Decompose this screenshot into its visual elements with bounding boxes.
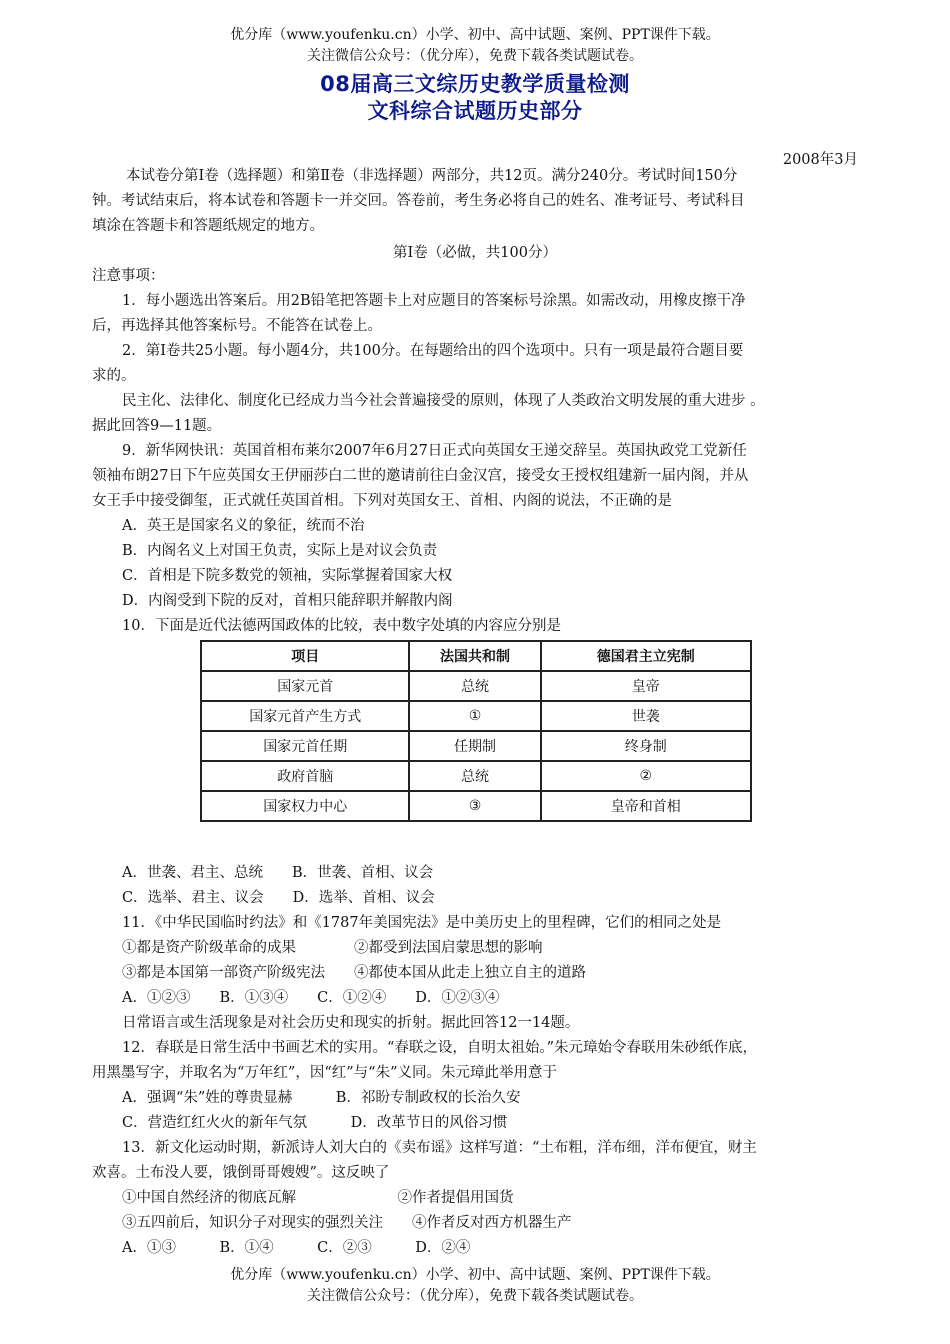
intro-line-2: 钟。考试结束后，将本试卷和答题卡一并交回。答卷前，考生务必将自己的姓名、准考证号、考试科目	[92, 193, 745, 209]
table-cell: 国家元首产生方式	[201, 701, 409, 731]
notice-line-3: 2．第Ⅰ卷共25小题。每小题4分，共100分。在每题给出的四个选项中。只有一项是最符合题目要	[122, 343, 744, 359]
exam-date: 2008年3月	[782, 152, 858, 168]
footer-line-2: 关注微信公众号：（优分库），免费下载各类试题试卷。	[307, 1288, 643, 1304]
q13-stem-2: 欢喜。土布没人要，饿倒哥哥嫂嫂”。这反映了	[92, 1165, 390, 1181]
table-cell: 皇帝	[541, 671, 751, 701]
header-line-1: 优分库（www.youfenku.cn）小学、初中、高中试题、案例、PPT课件下载。	[230, 27, 720, 43]
title-line-2: 文科综合试题历史部分	[367, 99, 583, 123]
table-cell: 国家元首	[201, 671, 409, 701]
table-cell: ②	[541, 761, 751, 791]
q9-option-b: B．内阁名义上对国王负责，实际上是对议会负责	[122, 543, 438, 559]
table-cell: 总统	[409, 761, 540, 791]
footer-line-1: 优分库（www.youfenku.cn）小学、初中、高中试题、案例、PPT课件下载。	[230, 1267, 720, 1283]
q12-options-2: C．营造红红火火的新年气氛 D．改革节日的风俗习惯	[122, 1115, 508, 1131]
table-cell: 国家元首任期	[201, 731, 409, 761]
table-row	[201, 671, 751, 701]
q9-option-d: D．内阁受到下院的反对，首相只能辞职并解散内阁	[122, 593, 453, 609]
q10-stem: 10．下面是近代法德两国政体的比较，表中数字处填的内容应分别是	[122, 618, 561, 634]
table-row	[201, 791, 751, 821]
table-cell: 皇帝和首相	[541, 791, 751, 821]
q9-option-a: A．英王是国家名义的象征，统而不治	[122, 518, 365, 534]
q12-stem-1: 12．春联是日常生活中书画艺术的实用。“春联之设，自明太祖始。”朱元璋始令春联用朱砂纸作底，	[122, 1040, 758, 1056]
comparison-table	[200, 640, 752, 822]
table-cell: ③	[409, 791, 540, 821]
header-line-2: 关注微信公众号：（优分库），免费下载各类试题试卷。	[307, 48, 643, 64]
section-title: 第Ⅰ卷（必做，共100分）	[393, 245, 557, 261]
lead1-line-2: 据此回答9—11题。	[92, 418, 222, 434]
q10-options-2: C．选举、君主、议会 D．选举、首相、议会	[122, 890, 435, 906]
table-header-cell: 德国君主立宪制	[541, 641, 751, 671]
q12-stem-2: 用黑墨写字，并取名为“万年红”，因“红”与“朱”义同。朱元璋此举用意于	[92, 1065, 557, 1081]
title-line-1: 08届高三文综历史教学质量检测	[320, 72, 630, 96]
table-cell: ①	[409, 701, 540, 731]
q9-stem-3: 女王手中接受御玺，正式就任英国首相。下列对英国女王、首相、内阁的说法，不正确的是	[92, 493, 672, 509]
q13-stem-1: 13．新文化运动时期，新派诗人刘大白的《卖布谣》这样写道：“土布粗，洋布细，洋布便宜，财主	[122, 1140, 757, 1156]
table-header-cell: 法国共和制	[409, 641, 540, 671]
table-cell: 政府首脑	[201, 761, 409, 791]
q11-items-2: ③都是本国第一部资产阶级宪法 ④都使本国从此走上独立自主的道路	[122, 965, 586, 981]
q9-stem-1: 9．新华网快讯：英国首相布莱尔2007年6月27日正式向英国女王递交辞呈。英国执政党工党新任	[122, 443, 747, 459]
table-row	[201, 701, 751, 731]
q11-items-1: ①都是资产阶级革命的成果 ②都受到法国启蒙思想的影响	[122, 940, 543, 956]
q13-options: A．①③ B．①④ C．②③ D．②④	[122, 1240, 471, 1256]
table-cell: 总统	[409, 671, 540, 701]
table-cell: 世袭	[541, 701, 751, 731]
q13-items-1: ①中国自然经济的彻底瓦解 ②作者提倡用国货	[122, 1190, 514, 1206]
q11-options: A．①②③ B．①③④ C．①②④ D．①②③④	[122, 990, 500, 1006]
intro-line-1: 本试卷分第Ⅰ卷（选择题）和第Ⅱ卷（非选择题）两部分，共12页。满分240分。考试时间150分	[126, 168, 738, 184]
notice-line-2: 后，再选择其他答案标号。不能答在试卷上。	[92, 318, 382, 334]
notice-line-1: 1．每小题选出答案后。用2B铅笔把答题卡上对应题目的答案标号涂黑。如需改动，用橡皮擦干净	[122, 293, 746, 309]
table-header-row	[201, 641, 751, 671]
table-cell: 任期制	[409, 731, 540, 761]
table-row	[201, 761, 751, 791]
table-row	[201, 731, 751, 761]
q10-options-1: A．世袭、君主、总统 B．世袭、首相、议会	[122, 865, 434, 881]
lead1-line-1: 民主化、法律化、制度化已经成力当今社会普遍接受的原则，体现了人类政治文明发展的重大进步 。	[122, 393, 765, 409]
q9-option-c: C．首相是下院多数党的领袖，实际掌握着国家大权	[122, 568, 453, 584]
q11-stem: 11．《中华民国临时约法》和《1787年美国宪法》是中美历史上的里程碑，它们的相同之处是	[122, 915, 722, 931]
q12-options-1: A．强调“朱”姓的尊贵显赫 B．祁盼专制政权的长治久安	[122, 1090, 521, 1106]
table-cell: 国家权力中心	[201, 791, 409, 821]
table-cell: 终身制	[541, 731, 751, 761]
table-header-cell: 项目	[201, 641, 409, 671]
q13-items-2: ③五四前后，知识分子对现实的强烈关注 ④作者反对西方机器生产	[122, 1215, 572, 1231]
q9-stem-2: 领袖布朗27日下午应英国女王伊丽莎白二世的邀请前往白金汉宫，接受女王授权组建新一届内阁，并从	[92, 468, 749, 484]
notice-line-4: 求的。	[92, 368, 136, 384]
intro-line-3: 填涂在答题卡和答题纸规定的地方。	[92, 218, 324, 234]
lead2: 日常语言或生活现象是对社会历史和现实的折射。据此回答12一14题。	[122, 1015, 580, 1031]
notice-title: 注意事项：	[92, 268, 165, 284]
